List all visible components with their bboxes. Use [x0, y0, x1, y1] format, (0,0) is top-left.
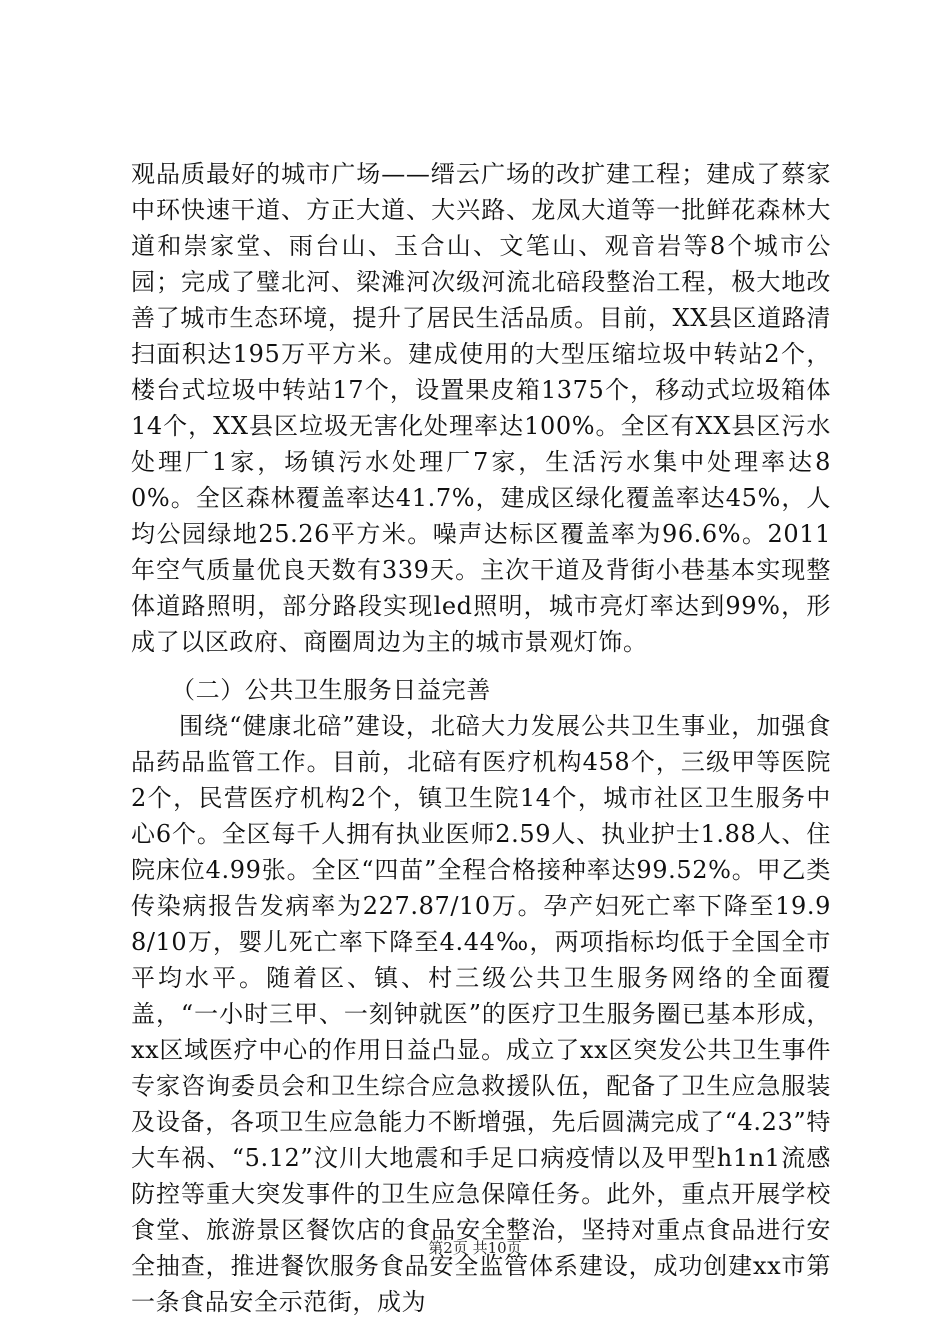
paragraph-public-health: 围绕“健康北碚”建设，北碚大力发展公共卫生事业，加强食品药品监管工作。目前，北碚有医疗机构458个，三级甲等医院2个，民营医疗机构2个，镇卫生院14个，城市社区卫生服务中心6个。全区每千人拥有执业医师2.59人、执业护士1.88人、住院床位4.99张。全区“四苗”全程合格接种率达99.52%。甲乙类传染病报告发病率为227.87/10万。孕产妇死亡率下降至19.98/10万，婴儿死亡率下降至4.44‰，两项指标均低于全国全市平均水平。随着区、镇、村三级公共卫生服务网络的全面覆盖，“一小时三甲、一刻钟就医”的医疗卫生服务圈已基本形成，xx区域医疗中心的作用日益凸显。成立了xx区突发公共卫生事件专家咨询委员会和卫生综合应急救援队伍，配备了卫生应急服装及设备，各项卫生应急能力不断增强，先后圆满完成了“4.23”特大车祸、“5.12”汶川大地震和手足口病疫情以及甲型h1n1流感防控等重大突发事件的卫生应急保障任务。此外，重点开展学校食堂、旅游景区餐饮店的食品安全整治，坚持对重点食品进行安全抽查，推进餐饮服务食品安全监管体系建设，成功创建xx市第一条食品安全示范街，成为: [131, 712, 831, 1316]
page-footer: 第2页 共10页: [428, 1239, 522, 1257]
document-body: [131, 156, 831, 1320]
section-heading-public-health: （二）公共卫生服务日益完善: [171, 676, 491, 704]
paragraph-urban-environment: 观品质最好的城市广场——缙云广场的改扩建工程；建成了蔡家中环快速干道、方正大道、大兴路、龙凤大道等一批鲜花森林大道和崇家堂、雨台山、玉合山、文笔山、观音岩等8个城市公园；完成了璧北河、梁滩河次级河流北碚段整治工程，极大地改善了城市生态环境，提升了居民生活品质。目前，XX县区道路清扫面积达195万平方米。建成使用的大型压缩垃圾中转站2个，楼台式垃圾中转站17个，设置果皮箱1375个，移动式垃圾箱体14个，XX县区垃圾无害化处理率达100%。全区有XX县区污水处理厂1家，场镇污水处理厂7家，生活污水集中处理率达80%。全区森林覆盖率达41.7%，建成区绿化覆盖率达45%，人均公园绿地25.26平方米。噪声达标区覆盖率为96.6%。2011年空气质量优良天数有339天。主次干道及背街小巷基本实现整体道路照明，部分路段实现led照明，城市亮灯率达到99%，形成了以区政府、商圈周边为主的城市景观灯饰。: [131, 160, 831, 656]
